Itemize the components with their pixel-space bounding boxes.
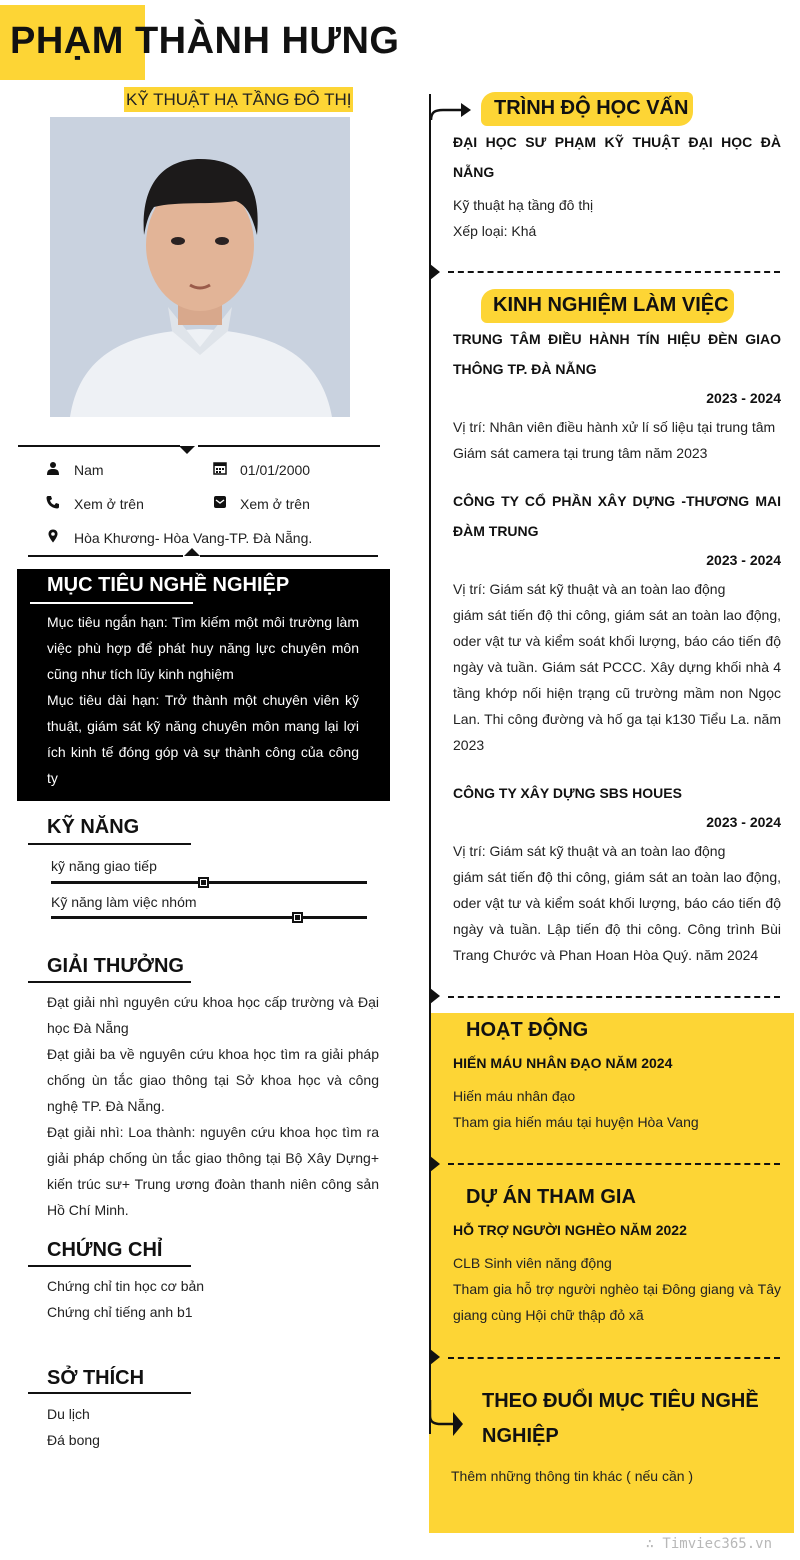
objective-title: MỤC TIÊU NGHỀ NGHIỆP [47,574,290,596]
phone-value[interactable]: Xem ở trên [74,496,144,512]
job-description: Vị trí: Giám sát kỹ thuật và an toàn lao động giám sát tiến độ thi công, giám sát an toàn lao động, oder vật tư và kiểm soát khối lượng, báo cáo tiến độ ngày và tuần. Lập tiến độ thi công. Công trình Bùi Trang Chước và Phan Hoan Hòa Quý. năm 2024 [453,843,781,963]
job-years: 2023 - 2024 [706,814,781,830]
candidate-name: PHẠM THÀNH HƯNG [10,20,400,62]
section-divider [448,1357,780,1359]
awards-title-underline [28,981,191,983]
activity-line: Tham gia hiến máu tại huyện Hòa Vang [453,1114,699,1130]
info-bottom-caret [184,548,200,556]
objective-text [47,609,359,791]
job-years: 2023 - 2024 [706,390,781,406]
gender-row [46,460,60,480]
objective-short-term: Mục tiêu ngắn hạn: Tìm kiếm một môi trường làm việc phù hợp để phát huy năng lực chuyên môn cũng như tích lũy kinh nghiệm [47,614,359,682]
certificates-list [47,1273,204,1325]
skills-title: KỸ NĂNG [47,816,140,838]
profile-photo [50,117,350,417]
job-years: 2023 - 2024 [706,552,781,568]
email-value[interactable]: Xem ở trên [240,496,310,512]
hobbies-title: SỞ THÍCH [47,1367,145,1389]
goal-title: THEO ĐUỔI MỤC TIÊU NGHỀ NGHIỆP [482,1390,759,1447]
job-description: Vị trí: Giám sát kỹ thuật và an toàn lao động giám sát tiến độ thi công, giám sát an toàn lao động, oder vật tư và kiểm soát khối lượng, báo cáo tiến độ ngày và tuần. Giám sát PCCC. Xây dựng khối nhà 4 tầng khớp nối hiện trạng cũ trường mầm non Ngọc Lan. Thi công đường và hố ga tại k130 Tiểu La. năm 2023 [453,581,781,753]
award-item: Đạt giải ba về nguyên cứu khoa học tìm ra giải pháp chống ùn tắc giao thông tại Sở khoa học và công nghệ TP. Đà Nẵng. [47,1046,379,1114]
info-top-caret [179,446,195,454]
arrow-right-icon [429,98,473,122]
education-title: TRÌNH ĐỘ HỌC VẤN [494,97,689,119]
project-line: Tham gia hỗ trợ người nghèo tại Đông giang và Tây giang cùng Hội chữ thập đỏ xã [453,1281,781,1323]
section-divider [448,271,780,273]
portrait-image [50,117,350,417]
map-pin-icon [46,529,60,543]
certificates-title: CHỨNG CHỈ [47,1239,163,1261]
certificate-item: Chứng chỉ tin học cơ bản [47,1278,205,1294]
birthday-value: 01/01/2000 [240,462,311,478]
awards-title: GIẢI THƯỞNG [47,955,184,977]
section-divider [448,1163,780,1165]
skill-bar [51,916,367,919]
timeline-marker [430,1156,440,1172]
phone-row [46,494,60,514]
person-icon [46,461,60,475]
education-details [453,192,593,244]
education-school: ĐẠI HỌC SƯ PHẠM KỸ THUẬT ĐẠI HỌC ĐÀ NẴNG [453,134,781,180]
certificate-item: Chứng chỉ tiếng anh b1 [47,1304,193,1320]
education-grade: Xếp loại: Khá [453,223,537,239]
experience-title: KINH NGHIỆM LÀM VIỆC [493,294,729,316]
award-item: Đạt giải nhì: Loa thành: nguyên cứu khoa học tìm ra giải pháp chống ùn tắc giao thông tại Bộ Xây Dựng+ kiến trúc sư+ Trung ương đoàn thanh niên công sản Hồ Chí Minh. [47,1124,379,1218]
certificates-title-underline [28,1265,191,1267]
project-line: CLB Sinh viên năng động [453,1255,612,1271]
timeline-marker [430,264,440,280]
skills-title-underline [28,843,191,845]
address-value: Hòa Khương- Hòa Vang-TP. Đà Nẵng. [74,530,313,546]
hobby-item: Đá bong [47,1432,100,1448]
hobby-item: Du lịch [47,1406,90,1422]
skill-level-knob [198,877,209,888]
job-description: Vị trí: Nhân viên điều hành xử lí số liệu tại trung tâm Giám sát camera tại trung tâm năm 2023 [453,419,776,461]
timeline-marker [430,988,440,1004]
award-item: Đạt giải nhì nguyên cứu khoa học cấp trường và Đại học Đà Nẵng [47,994,379,1036]
gender-value: Nam [74,462,104,478]
email-row [213,494,227,514]
activity-line: Hiến máu nhân đạo [453,1088,576,1104]
timeline-line [429,94,431,1434]
info-top-divider-left [18,445,180,447]
job-company: TRUNG TÂM ĐIỀU HÀNH TÍN HIỆU ĐÈN GIAO THÔNG TP. ĐÀ NẴNG [453,331,781,377]
info-top-divider-right [198,445,380,447]
job-company: CÔNG TY XÂY DỰNG SBS HOUES [453,785,682,801]
projects-details [453,1250,781,1328]
skill-label: Kỹ năng làm việc nhóm [51,894,197,910]
activities-details [453,1083,781,1135]
objective-long-term: Mục tiêu dài hạn: Trở thành một chuyên viên kỹ thuật, giám sát kỹ năng chuyên môn mang lại lợi ích kinh tế đóng góp và sự thành công của công ty [47,692,359,786]
timeline-marker [430,1349,440,1365]
birthday-row [213,460,227,480]
envelope-icon [213,495,227,509]
skill-level-knob [292,912,303,923]
education-major: Kỹ thuật hạ tầng đô thị [453,197,594,213]
awards-list [47,989,379,1223]
info-bottom-divider-left [28,555,183,557]
calendar-icon [213,461,227,475]
activities-event: HIẾN MÁU NHÂN ĐẠO NĂM 2024 [453,1055,673,1071]
phone-icon [46,495,60,509]
address-row [46,528,60,548]
hobbies-list [47,1401,100,1453]
objective-title-underline [30,602,193,604]
goal-text: Thêm những thông tin khác ( nếu cần ) [451,1468,694,1484]
section-divider [448,996,780,998]
arrow-right-icon [429,1400,465,1446]
hobbies-title-underline [28,1392,191,1394]
info-bottom-divider-right [200,555,378,557]
job-company: CÔNG TY CỔ PHẦN XÂY DỰNG -THƯƠNG MAI ĐÀM TRUNG [453,493,781,539]
activities-title: HOẠT ĐỘNG [466,1019,589,1041]
job-title: KỸ THUẬT HẠ TẦNG ĐÔ THỊ [124,87,353,112]
projects-title: DỰ ÁN THAM GIA [466,1186,636,1208]
skill-bar [51,881,367,884]
projects-event: HỖ TRỢ NGƯỜI NGHÈO NĂM 2022 [453,1222,687,1238]
skill-label: kỹ năng giao tiếp [51,858,157,874]
watermark: ∴ Timviec365.vn [645,1536,772,1552]
